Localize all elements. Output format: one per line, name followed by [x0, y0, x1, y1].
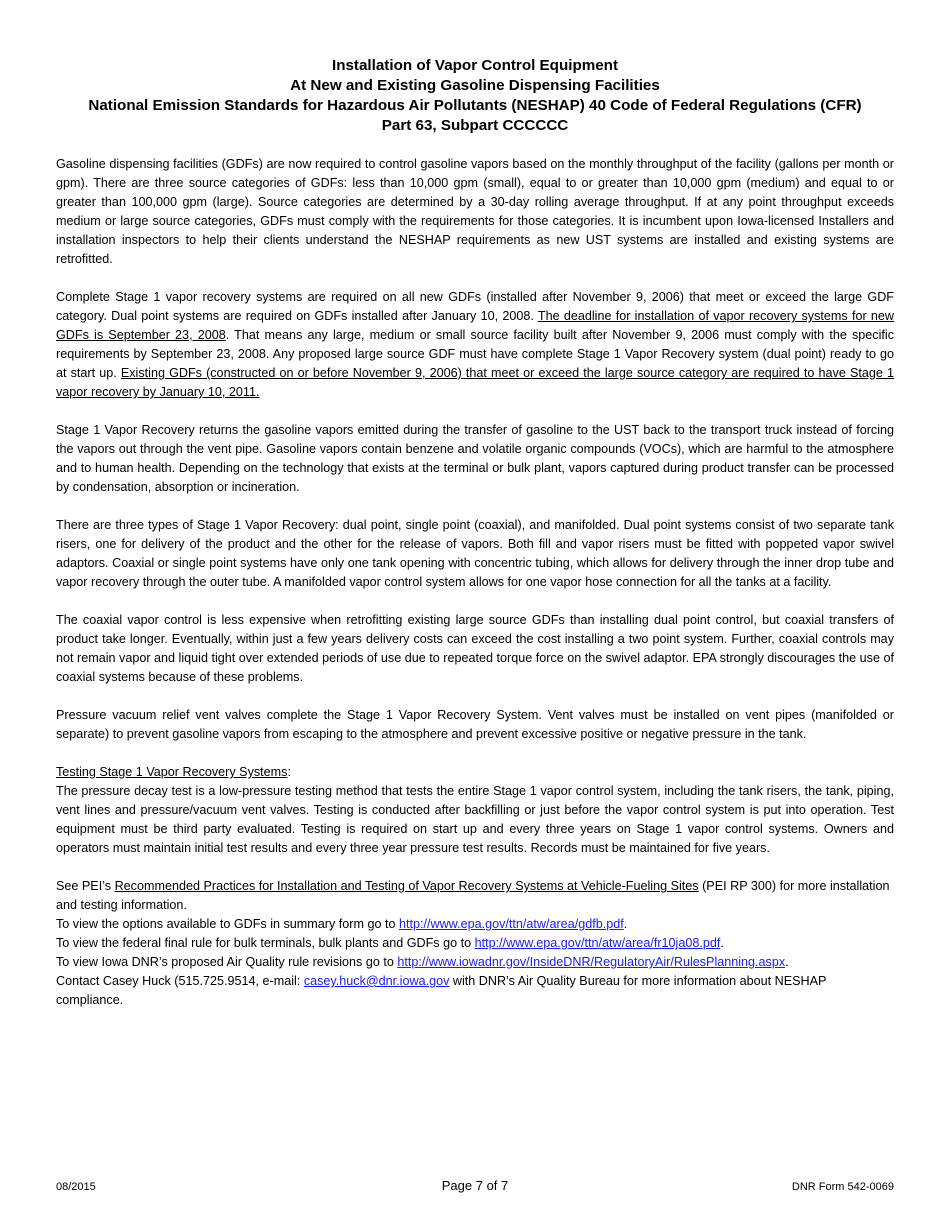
final-rule-pdf-link[interactable]: http://www.epa.gov/ttn/atw/area/fr10ja08.pdf	[474, 936, 721, 950]
pei-text-a: See PEI’s	[56, 879, 115, 893]
testing-heading	[56, 763, 894, 782]
paragraph-vent-valves: Pressure vacuum relief vent valves complete the Stage 1 Vapor Recovery System. Vent valves must be installed on vent pipes (manifolded or separate) to prevent gasoline vapors from escaping to the atmosphere and prevent excessive positive or negative pressure in the tank.	[56, 708, 894, 741]
contact-text-b: with DNR’s Air Quality Bureau for more information about NESHAP compliance.	[56, 974, 827, 1007]
pei-reference	[56, 877, 894, 915]
ref1-period: .	[623, 917, 628, 931]
contact-line	[56, 972, 894, 1010]
p2-text-b: . That means any large, medium or small source facility built after November 9, 2006 must comply with the specific requirements by September 23, 2008. Any proposed large source GDF must have complete Stage 1 Vapor Recovery system (dual point) ready to go at start up.	[56, 328, 894, 380]
ref3-period: .	[785, 955, 789, 969]
iowa-dnr-rules-link[interactable]: http://www.iowadnr.gov/InsideDNR/RegulatoryAir/RulesPlanning.aspx	[397, 955, 786, 969]
testing-heading-text: Testing Stage 1 Vapor Recovery Systems	[56, 765, 288, 779]
references-section	[56, 877, 894, 1010]
document-page	[56, 56, 894, 1010]
paragraph-stage1-requirements	[56, 288, 894, 402]
document-title	[56, 56, 894, 136]
ref2-text: To view the federal final rule for bulk terminals, bulk plants and GDFs go to	[56, 936, 475, 950]
paragraph-vapor-recovery-types: There are three types of Stage 1 Vapor Recovery: dual point, single point (coaxial), and manifolded. Dual point systems consist of two separate tank risers, one for delivery of the product and the other for the release of vapors. Both fill and vapor risers must be fitted with poppeted vapor swivel adaptors. Coaxial or single point systems have only one tank opening with concentric tubing, which allows for delivery through the inner drop tube and vapor recovery through the outer tube. A manifolded vapor control system allows for one vapor hose connection for all the tanks at a facility.	[56, 518, 894, 589]
reference-line-gdfb	[56, 915, 894, 934]
title-line-4: Part 63, Subpart CCCCCC	[381, 117, 569, 134]
title-line-1: Installation of Vapor Control Equipment	[331, 57, 619, 74]
footer-page-number: Page 7 of 7	[441, 1178, 509, 1193]
title-line-2: At New and Existing Gasoline Dispensing Facilities	[290, 77, 660, 94]
ref2-period: .	[720, 936, 724, 950]
p2-text-a: Complete Stage 1 vapor recovery systems are required on all new GDFs (installed after November 9, 2006) that meet or exceed the large GDF category. Dual point systems are required on GDFs installed after January 10, 2008.	[56, 290, 894, 323]
testing-section	[56, 763, 894, 858]
p2-deadline-underlined: The deadline for installation of vapor recovery systems for new GDFs is September 23, 2008	[56, 309, 894, 342]
document-body	[56, 155, 894, 1010]
ref1-text: To view the options available to GDFs in summary form go to	[56, 917, 399, 931]
paragraph-stage1-description: Stage 1 Vapor Recovery returns the gasoline vapors emitted during the transfer of gasoline to the UST back to the transport truck instead of forcing the vapors out through the vent pipe. Gasoline vapors contain benzene and volatile organic compounds (VOCs), which are harmful to the atmosphere and to human health. Depending on the technology that exists at the terminal or bulk plant, vapors captured during product transfer can be processed by condensation, absorption or incineration.	[56, 423, 894, 494]
pei-title: Recommended Practices for Installation and Testing of Vapor Recovery Systems at Vehicle-Fueling Sites	[114, 879, 699, 893]
paragraph-gdf-categories: Gasoline dispensing facilities (GDFs) are now required to control gasoline vapors based on the monthly throughput of the facility (gallons per month or gpm). There are three source categories of GDFs: less than 10,000 gpm (small), equal to or greater than 10,000 gpm (medium) and equal to or greater than 100,000 gpm (large). Source categories are determined by a 30-day rolling average throughput. If at any point throughput exceeds medium or large source categories, GDFs must comply with the requirements for those categories. It is incumbent upon Iowa-licensed Installers and installation inspectors to help their clients understand the NESHAP requirements as new UST systems are installed and existing systems are retrofitted.	[56, 157, 894, 266]
contact-text-a: Contact Casey Huck (515.725.9514, e-mail:	[56, 974, 304, 988]
pei-text-b: (PEI RP 300) for more installation and testing information.	[56, 879, 890, 912]
footer-date: 08/2015	[56, 1181, 96, 1193]
gdfb-pdf-link[interactable]: http://www.epa.gov/ttn/atw/area/gdfb.pdf	[398, 917, 624, 931]
reference-line-iowa-dnr	[56, 953, 894, 972]
paragraph-coaxial: The coaxial vapor control is less expensive when retrofitting existing large source GDFs than installing dual point control, but coaxial transfers of product take longer. Eventually, within just a few years delivery costs can exceed the cost installing a two point system. Further, coaxial controls may not remain vapor and liquid tight over extended periods of use due to repeated torque force on the swivel adaptor. EPA strongly discourages the use of coaxial systems because of these problems.	[56, 613, 894, 684]
page-footer	[56, 1178, 894, 1198]
reference-line-final-rule	[56, 934, 894, 953]
title-line-3: National Emission Standards for Hazardous Air Pollutants (NESHAP) 40 Code of Federal Regulations (CFR)	[88, 97, 862, 114]
contact-email-link[interactable]: casey.huck@dnr.iowa.gov	[303, 974, 450, 988]
testing-text: The pressure decay test is a low-pressure testing method that tests the entire Stage 1 vapor control system, including the tank risers, the tank, piping, vent lines and pressure/vacuum vent valves. Testing is conducted after backfilling or just before the vapor control system is put into operation. Test equipment must be third party evaluated. Testing is required on start up and every three years on Stage 1 vapor control systems. Owners and operators must maintain initial test results and every three year pressure test results. Records must be maintained for five years.	[56, 784, 894, 855]
p2-existing-underlined: Existing GDFs (constructed on or before November 9, 2006) that meet or exceed the large source category are required to have Stage 1 vapor recovery by January 10, 2011.	[56, 366, 895, 399]
testing-heading-colon: :	[287, 765, 291, 779]
footer-form-number: DNR Form 542-0069	[791, 1181, 894, 1193]
ref3-text: To view Iowa DNR’s proposed Air Quality rule revisions go to	[56, 955, 398, 969]
